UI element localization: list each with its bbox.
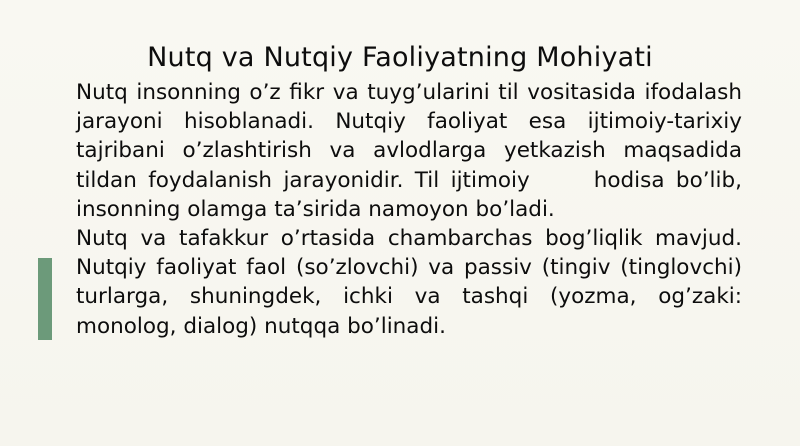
paragraph-1 xyxy=(76,78,742,224)
accent-bar xyxy=(38,258,52,340)
slide-body xyxy=(76,78,742,341)
paragraph-1-text-after-gap: hodisa bo’lib, insonning olamga ta’sirida namoyon bo’ladi. xyxy=(76,167,742,222)
slide-title: Nutq va Nutqiy Faoliyatning Mohiyati xyxy=(147,42,653,74)
paragraph-1-text-before-gap: Nutq insonning o’z fikr va tuyg’ularini til vositasida ifodalash jarayoni hisoblanadi. Nutqiy faoliyat esa ijtimoiy-tarixiy tajribani o’zlashtirish va avlodlarga yetkazish maqsadida tildan foydalanish jarayonidir. Til ijtimoiy xyxy=(76,80,742,193)
paragraph-2: Nutq va tafakkur o’rtasida chambarchas bog’liqlik mavjud. Nutqiy faoliyat faol (so’zlovchi) va passiv (tingiv (tinglovchi) turlarga, shuningdek, ichki va tashqi (yozma, og’zaki: monolog, dialog) nutqqa bo’linadi. xyxy=(76,226,742,339)
